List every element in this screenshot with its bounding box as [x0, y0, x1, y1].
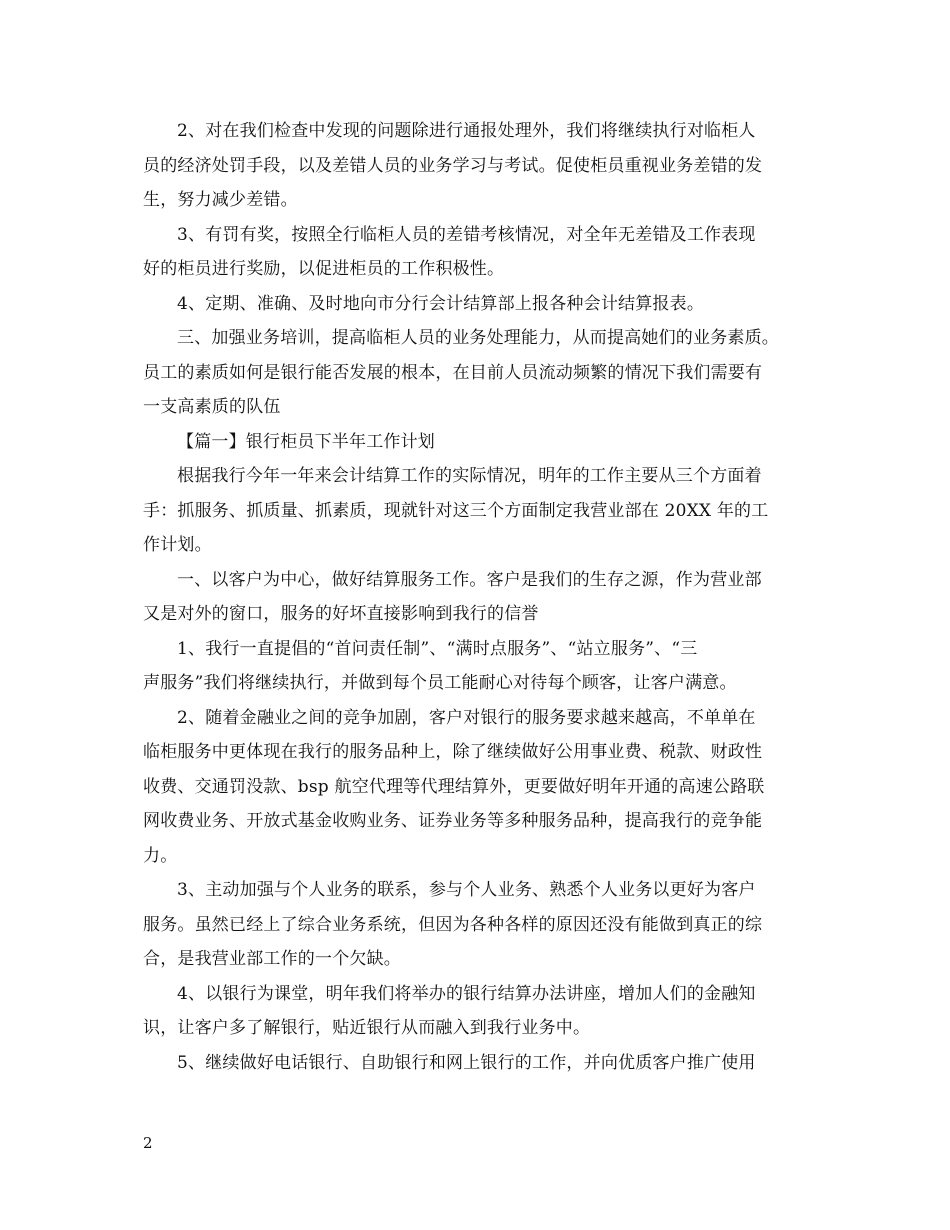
page-number: 2	[143, 1134, 153, 1152]
text-line: 3、主动加强与个人业务的联系，参与个人业务、熟悉个人业务以更好为客户	[177, 880, 756, 900]
text-line: 好的柜员进行奖励，以促进柜员的工作积极性。	[143, 259, 505, 279]
text-line: 生，努力减少差错。	[143, 190, 298, 210]
text-line: 合，是我营业部工作的一个欠缺。	[143, 949, 401, 969]
text-line: 2、随着金融业之间的竞争加剧，客户对银行的服务要求越来越高，不单单在	[177, 707, 756, 728]
text-line: 4、以银行为课堂，明年我们将举办的银行结算办法讲座，增加人们的金融知	[177, 983, 756, 1004]
text-line: 手：抓服务、抓质量、抓素质，现就针对这三个方面制定我营业部在 20XX 年的工	[143, 500, 769, 521]
text-line: 三、加强业务培训，提高临柜人员的业务处理能力，从而提高她们的业务素质。	[177, 328, 779, 348]
text-line: 员的经济处罚手段，以及差错人员的业务学习与考试。促使柜员重视业务差错的发	[143, 155, 763, 176]
text-line: 3、有罚有奖，按照全行临柜人员的差错考核情况，对全年无差错及工作表现	[177, 224, 756, 245]
text-line: 4、定期、准确、及时地向市分行会计结算部上报各种会计结算报表。	[177, 293, 705, 314]
section-heading: 【篇一】银行柜员下半年工作计划	[177, 431, 435, 452]
text-line: 2、对在我们检查中发现的问题除进行通报处理外，我们将继续执行对临柜人	[177, 121, 756, 141]
text-line: 服务。虽然已经上了综合业务系统，但因为各种各样的原因还没有能做到真正的综	[143, 914, 763, 935]
text-line: 一、以客户为中心，做好结算服务工作。客户是我们的生存之源，作为营业部	[177, 569, 762, 590]
document-body	[143, 114, 808, 1080]
text-line: 又是对外的窗口，服务的好坏直接影响到我行的信誉	[143, 604, 539, 624]
text-line: 作计划。	[143, 535, 212, 555]
text-line: 力。	[143, 845, 178, 866]
text-line: 1、我行一直提倡的“首问责任制”、“满时点服务”、“站立服务”、“三	[177, 638, 698, 659]
text-line: 临柜服务中更体现在我行的服务品种上，除了继续做好公用事业费、税款、财政性	[143, 742, 763, 762]
text-line: 识，让客户多了解银行，贴近银行从而融入到我行业务中。	[143, 1018, 591, 1038]
text-line: 收费、交通罚没款、bsp 航空代理等代理结算外，更要做好明年开通的高速公路联	[143, 776, 765, 797]
text-line: 员工的素质如何是银行能否发展的根本，在目前人员流动频繁的情况下我们需要有	[143, 362, 763, 383]
text-line: 根据我行今年一年来会计结算工作的实际情况，明年的工作主要从三个方面着	[177, 466, 762, 486]
text-line: 5、继续做好电话银行、自助银行和网上银行的工作，并向优质客户推广使用	[177, 1052, 756, 1073]
text-line: 一支高素质的队伍	[143, 397, 281, 417]
text-line: 网收费业务、开放式基金收购业务、证券业务等多种服务品种，提高我行的竞争能	[143, 811, 763, 831]
text-line: 声服务”我们将继续执行，并做到每个员工能耐心对待每个顾客，让客户满意。	[143, 673, 737, 693]
